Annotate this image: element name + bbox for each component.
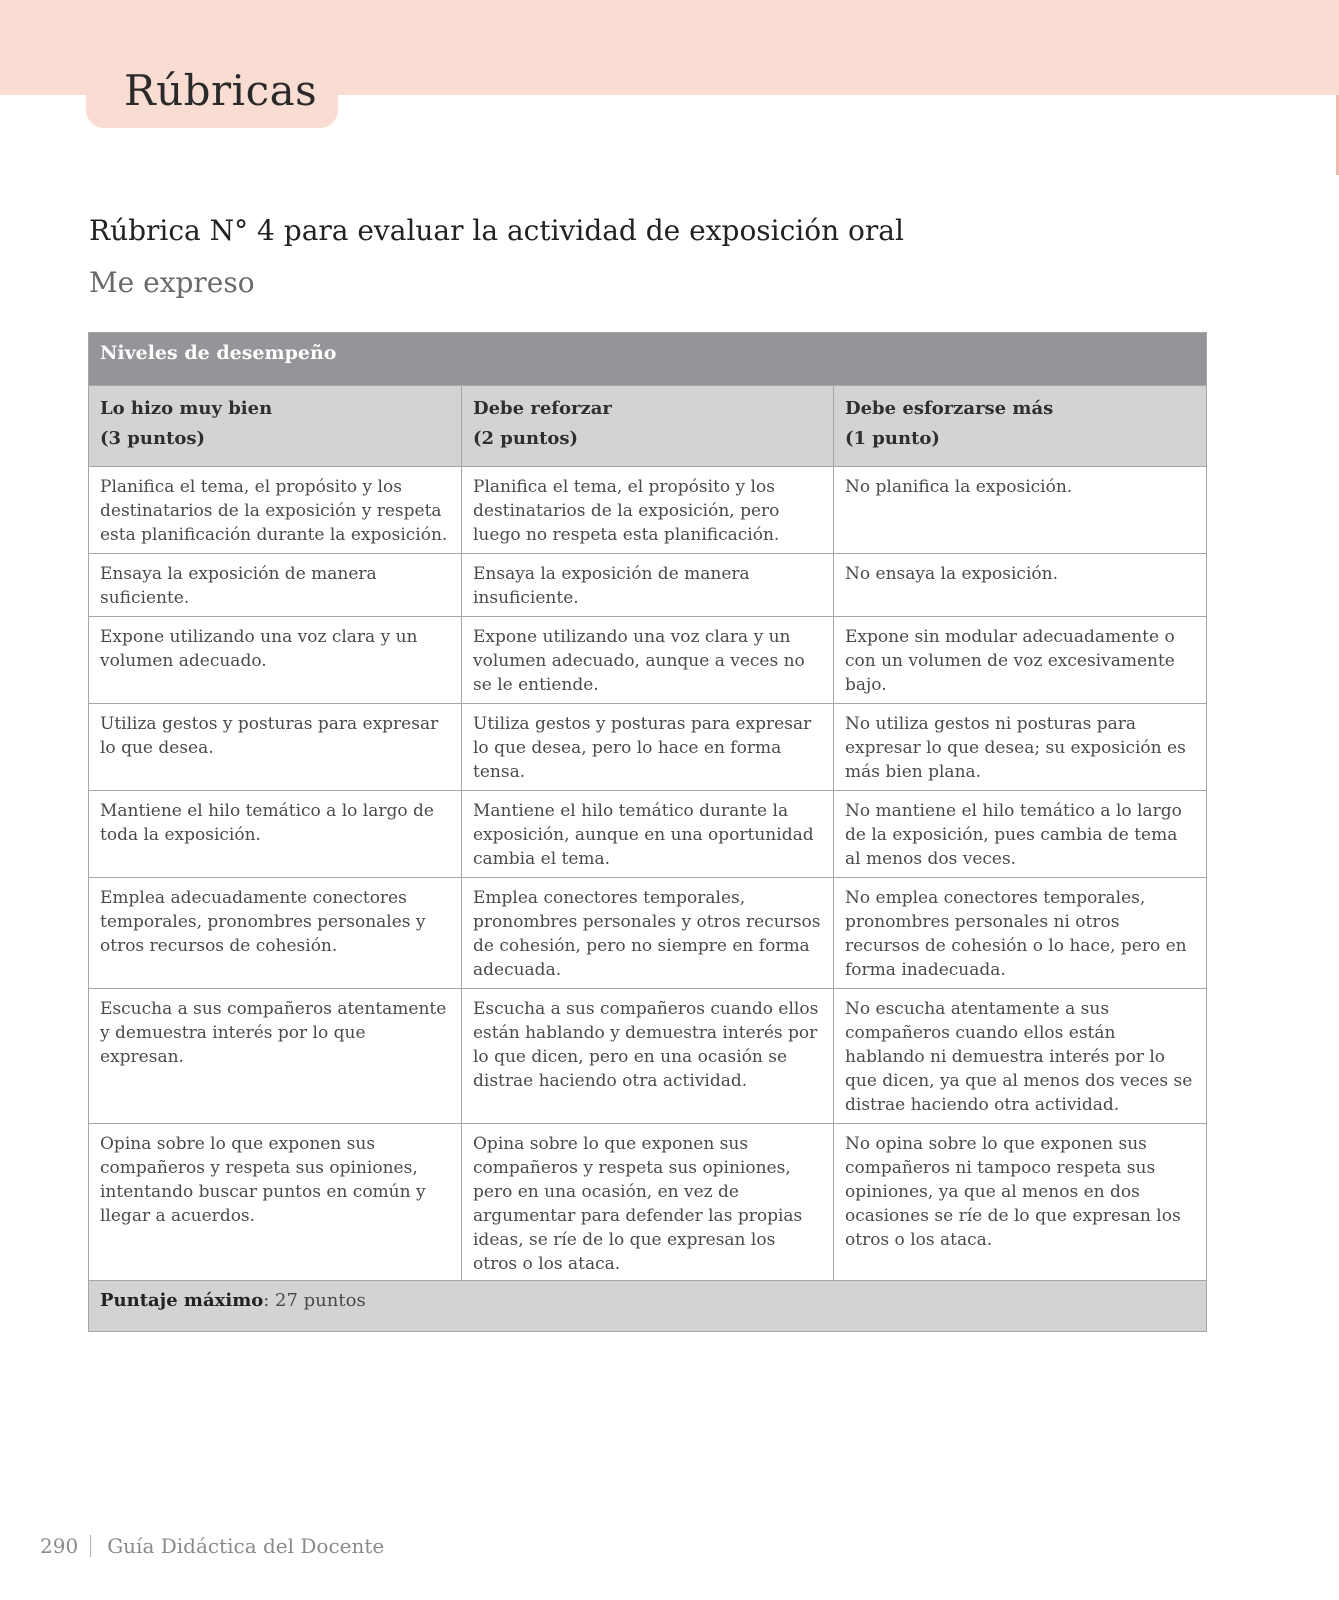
table-cell: No utiliza gestos ni posturas para expresar lo que desea; su exposición es más bien plana. <box>834 704 1207 791</box>
table-cell: Expone utilizando una voz clara y un volumen adecuado. <box>89 617 462 704</box>
table-cell: Opina sobre lo que exponen sus compañeros y respeta sus opiniones, pero en una ocasión, en vez de argumentar para defender las propias ideas, se ríe de lo que expresan los otros o los ataca. <box>462 1124 834 1281</box>
table-footer-row <box>89 1281 1207 1332</box>
table-row <box>89 704 1207 791</box>
table-cell: Ensaya la exposición de manera insuficiente. <box>462 554 834 617</box>
table-cell: No opina sobre lo que exponen sus compañeros ni tampoco respeta sus opiniones, ya que al menos en dos ocasiones se ríe de lo que expresan los otros o los ataca. <box>834 1124 1207 1281</box>
table-row <box>89 878 1207 989</box>
table-cell: Planifica el tema, el propósito y los destinatarios de la exposición y respeta esta planificación durante la exposición. <box>89 467 462 554</box>
table-cell: Expone sin modular adecuadamente o con un volumen de voz excesivamente bajo. <box>834 617 1207 704</box>
page-number: 290 <box>40 1534 79 1558</box>
table-cell: No escucha atentamente a sus compañeros cuando ellos están hablando ni demuestra interés por lo que dicen, ya que al menos dos veces se distrae haciendo otra actividad. <box>834 989 1207 1124</box>
rubric-table <box>88 332 1207 1332</box>
table-row <box>89 467 1207 554</box>
table-cell: No emplea conectores temporales, pronombres personales ni otros recursos de cohesión o lo hace, pero en forma inadecuada. <box>834 878 1207 989</box>
table-cell: Mantiene el hilo temático a lo largo de toda la exposición. <box>89 791 462 878</box>
table-cell: Escucha a sus compañeros atentamente y demuestra interés por lo que expresan. <box>89 989 462 1124</box>
table-cell: No mantiene el hilo temático a lo largo de la exposición, pues cambia de tema al menos dos veces. <box>834 791 1207 878</box>
levels-header: Niveles de desempeño <box>89 333 1207 386</box>
page-footer <box>40 1534 384 1558</box>
table-row <box>89 617 1207 704</box>
table-cell: Emplea adecuadamente conectores temporales, pronombres personales y otros recursos de cohesión. <box>89 878 462 989</box>
table-cell: Utiliza gestos y posturas para expresar lo que desea. <box>89 704 462 791</box>
table-cell: Opina sobre lo que exponen sus compañeros y respeta sus opiniones, intentando buscar puntos en común y llegar a acuerdos. <box>89 1124 462 1281</box>
table-row <box>89 1124 1207 1281</box>
max-score-label: Puntaje máximo <box>100 1290 264 1311</box>
table-row <box>89 791 1207 878</box>
table-cell: Escucha a sus compañeros cuando ellos están hablando y demuestra interés por lo que dicen, pero en una ocasión se distrae haciendo otra actividad. <box>462 989 834 1124</box>
table-cell: Mantiene el hilo temático durante la exposición, aunque en una oportunidad cambia el tema. <box>462 791 834 878</box>
max-score <box>89 1281 1207 1332</box>
table-cell: Utiliza gestos y posturas para expresar lo que desea, pero lo hace en forma tensa. <box>462 704 834 791</box>
table-cell: No planifica la exposición. <box>834 467 1207 554</box>
column-label: Debe esforzarse más <box>845 398 1054 419</box>
column-label: Debe reforzar <box>473 398 612 419</box>
table-cell: No ensaya la exposición. <box>834 554 1207 617</box>
column-header-level-2 <box>462 386 834 467</box>
table-cell: Expone utilizando una voz clara y un volumen adecuado, aunque a veces no se le entiende. <box>462 617 834 704</box>
table-row <box>89 989 1207 1124</box>
table-cell: Planifica el tema, el propósito y los destinatarios de la exposición, pero luego no respeta esta planificación. <box>462 467 834 554</box>
table-cell: Ensaya la exposición de manera suficiente. <box>89 554 462 617</box>
column-header-level-1 <box>89 386 462 467</box>
section-title: Rúbricas <box>124 66 318 115</box>
footer-separator <box>90 1535 91 1557</box>
table-cell: Emplea conectores temporales, pronombres personales y otros recursos de cohesión, pero no siempre en forma adecuada. <box>462 878 834 989</box>
column-points: (1 punto) <box>845 428 940 449</box>
max-score-value: : 27 puntos <box>263 1290 366 1311</box>
column-label: Lo hizo muy bien <box>100 398 273 419</box>
rubric-title: Rúbrica N° 4 para evaluar la actividad de exposición oral <box>89 214 904 247</box>
table-row <box>89 554 1207 617</box>
column-header-level-3 <box>834 386 1207 467</box>
rubric-subtitle: Me expreso <box>89 266 255 299</box>
book-title: Guía Didáctica del Docente <box>107 1534 385 1558</box>
column-points: (2 puntos) <box>473 428 579 449</box>
column-points: (3 puntos) <box>100 428 206 449</box>
